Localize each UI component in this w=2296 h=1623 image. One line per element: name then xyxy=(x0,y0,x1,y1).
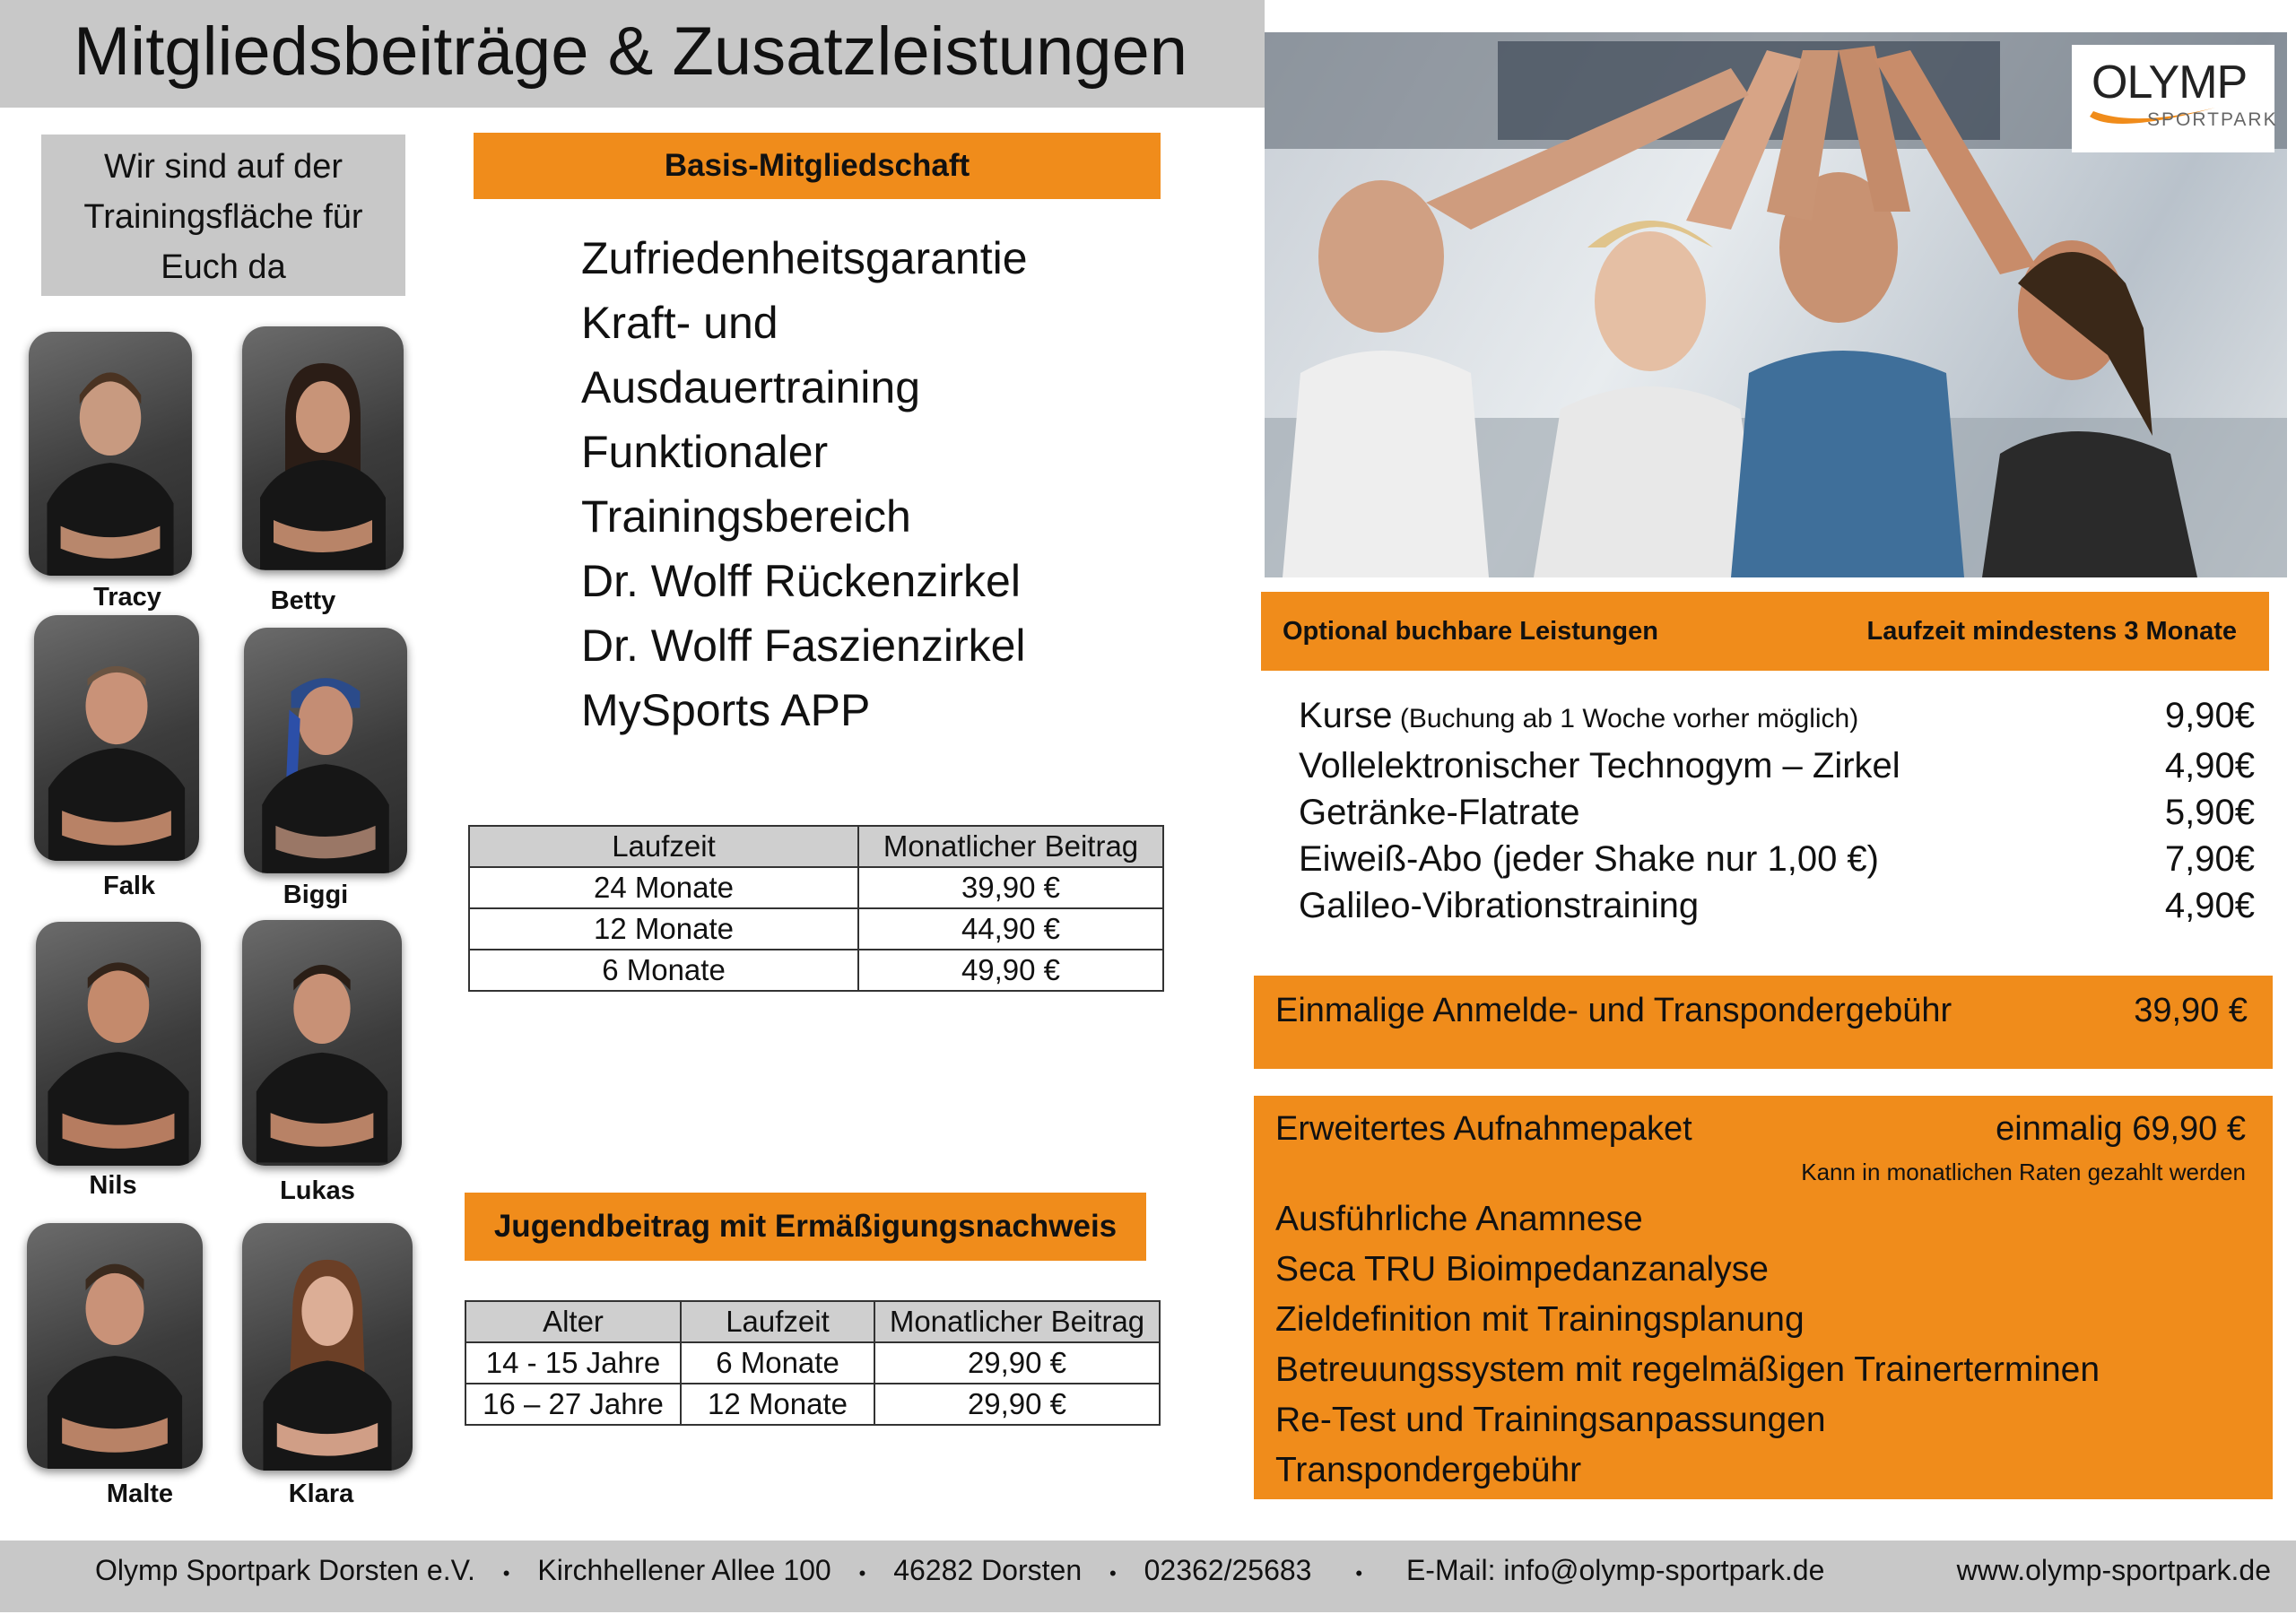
list-item xyxy=(1299,836,2255,882)
table-cell: 12 Monate xyxy=(681,1384,874,1425)
trainer-photo-lukas xyxy=(242,920,402,1166)
service-note: (Buchung ab 1 Woche vorher möglich) xyxy=(1392,704,1859,733)
table-cell: 6 Monate xyxy=(681,1342,874,1384)
olymp-logo xyxy=(2072,45,2278,152)
table-cell: 24 Monate xyxy=(469,867,858,908)
package-label: Erweitertes Aufnahmepaket xyxy=(1275,1110,1692,1148)
optional-service-list xyxy=(1299,692,2255,929)
trainer-name: Nils xyxy=(89,1171,137,1200)
list-item xyxy=(1299,882,2255,929)
column-header: Monatlicher Beitrag xyxy=(858,826,1163,867)
table-cell: 6 Monate xyxy=(469,950,858,991)
page-title: Mitgliedsbeiträge & Zusatzleistungen xyxy=(74,13,1188,90)
hero-photo xyxy=(1265,32,2287,577)
table-cell: 44,90 € xyxy=(858,908,1163,950)
package-box xyxy=(1254,1096,2273,1499)
youth-title: Jugendbeitrag mit Ermäßigungsnachweis xyxy=(493,1209,1118,1244)
logo-brand: OLYMP xyxy=(2092,56,2248,108)
separator-icon: • xyxy=(502,1562,510,1584)
service-price: 9,90€ xyxy=(2164,696,2255,735)
team-intro-line: Euch da xyxy=(161,248,286,286)
trainer-name: Falk xyxy=(102,872,156,900)
trainer-photo-betty xyxy=(242,326,404,570)
list-item: Funktionaler xyxy=(581,427,829,477)
table-cell: 29,90 € xyxy=(874,1342,1160,1384)
fee-label: Einmalige Anmelde- und Transpondergebühr xyxy=(1275,992,1952,1029)
footer-org: Olymp Sportpark Dorsten e.V. xyxy=(95,1554,475,1586)
list-item: Betreuungssystem mit regelmäßigen Trainerterminen xyxy=(1275,1350,2100,1389)
list-item: Kraft- und xyxy=(581,298,778,348)
trainer-photo-klara xyxy=(242,1223,413,1471)
table-cell: 29,90 € xyxy=(874,1384,1160,1425)
team-intro-box xyxy=(41,135,405,296)
table-header-row xyxy=(465,1301,1160,1342)
list-item: Ausdauertraining xyxy=(581,362,921,412)
trainer-name: Betty xyxy=(270,586,336,615)
footer-street: Kirchhellener Allee 100 xyxy=(537,1554,831,1586)
package-note: Kann in monatlichen Raten gezahlt werden xyxy=(1801,1159,2246,1185)
basis-feature-list xyxy=(581,226,1028,742)
youth-price-table xyxy=(465,1300,1161,1426)
team-intro-line: Trainingsfläche für xyxy=(83,198,363,236)
separator-icon: • xyxy=(1355,1562,1363,1584)
fee-price: 39,90 € xyxy=(2134,992,2248,1029)
footer-city: 46282 Dorsten xyxy=(893,1554,1083,1586)
list-item: Transpondergebühr xyxy=(1275,1451,1582,1489)
list-item: Zieldefinition mit Trainingsplanung xyxy=(1275,1300,1805,1339)
column-header: Laufzeit xyxy=(681,1301,874,1342)
separator-icon: • xyxy=(858,1562,866,1584)
list-item xyxy=(1299,692,2255,742)
logo-sub: SPORTPARK xyxy=(2147,109,2278,130)
table-row xyxy=(469,867,1163,908)
package-item-list xyxy=(1275,1194,2100,1496)
service-price: 4,90€ xyxy=(2164,746,2255,785)
service-name: Vollelektronischer Technogym – Zirkel xyxy=(1299,746,1900,785)
list-item: Ausführliche Anamnese xyxy=(1275,1200,1643,1238)
table-row xyxy=(469,950,1163,991)
list-item: Seca TRU Bioimpedanzanalyse xyxy=(1275,1250,1769,1289)
basis-price-table xyxy=(468,825,1164,992)
trainer-photo-falk xyxy=(34,615,199,861)
list-item: Dr. Wolff Faszienzirkel xyxy=(581,621,1026,671)
trainer-photo-nils xyxy=(36,922,201,1166)
trainer-name: Klara xyxy=(288,1480,354,1508)
table-row xyxy=(465,1342,1160,1384)
table-cell: 16 – 27 Jahre xyxy=(465,1384,681,1425)
table-cell: 14 - 15 Jahre xyxy=(465,1342,681,1384)
column-header: Alter xyxy=(465,1301,681,1342)
basis-title-bar xyxy=(474,133,1161,199)
team-intro-line: Wir sind auf der xyxy=(103,148,344,186)
footer-website[interactable]: www.olymp-sportpark.de xyxy=(1956,1554,2271,1586)
table-row xyxy=(469,908,1163,950)
optional-title: Optional buchbare Leistungen xyxy=(1283,617,1658,646)
service-price: 4,90€ xyxy=(2164,886,2255,925)
trainer-name: Biggi xyxy=(283,881,349,909)
trainer-name: Tracy xyxy=(93,583,161,612)
table-row xyxy=(465,1384,1160,1425)
footer-phone: 02362/25683 xyxy=(1144,1554,1312,1586)
separator-icon: • xyxy=(1109,1562,1117,1584)
list-item xyxy=(1299,789,2255,836)
service-price: 7,90€ xyxy=(2164,839,2255,879)
footer xyxy=(0,1541,2296,1612)
column-header: Monatlicher Beitrag xyxy=(874,1301,1160,1342)
service-name: Galileo-Vibrationstraining xyxy=(1299,886,1700,925)
service-price: 5,90€ xyxy=(2164,793,2255,832)
package-price: einmalig 69,90 € xyxy=(1996,1110,2246,1148)
optional-title-bar xyxy=(1261,592,2269,671)
trainer-photo-malte xyxy=(27,1223,203,1469)
service-name: Eiweiß-Abo (jeder Shake nur 1,00 €) xyxy=(1299,839,1879,879)
trainer-name: Malte xyxy=(106,1480,174,1508)
service-name: Kurse xyxy=(1299,696,1393,735)
trainer-name: Lukas xyxy=(280,1176,355,1205)
table-cell: 39,90 € xyxy=(858,867,1163,908)
registration-fee-bar xyxy=(1254,976,2273,1069)
basis-title: Basis-Mitgliedschaft xyxy=(664,148,970,183)
footer-contact xyxy=(95,1541,1824,1603)
trainer-photo-tracy xyxy=(29,332,192,576)
table-cell: 49,90 € xyxy=(858,950,1163,991)
column-header: Laufzeit xyxy=(469,826,858,867)
list-item: MySports APP xyxy=(581,685,871,735)
list-item: Zufriedenheitsgarantie xyxy=(581,233,1028,283)
youth-title-bar xyxy=(465,1193,1146,1261)
list-item xyxy=(1299,742,2255,789)
list-item: Dr. Wolff Rückenzirkel xyxy=(581,556,1021,606)
list-item: Trainingsbereich xyxy=(581,491,911,542)
service-name: Getränke-Flatrate xyxy=(1299,793,1580,832)
trainer-photo-biggi xyxy=(244,628,407,873)
optional-duration: Laufzeit mindestens 3 Monate xyxy=(1866,617,2237,646)
list-item: Re-Test und Trainingsanpassungen xyxy=(1275,1401,1826,1439)
table-cell: 12 Monate xyxy=(469,908,858,950)
table-header-row xyxy=(469,826,1163,867)
footer-email[interactable]: E-Mail: info@olymp-sportpark.de xyxy=(1405,1554,1825,1586)
